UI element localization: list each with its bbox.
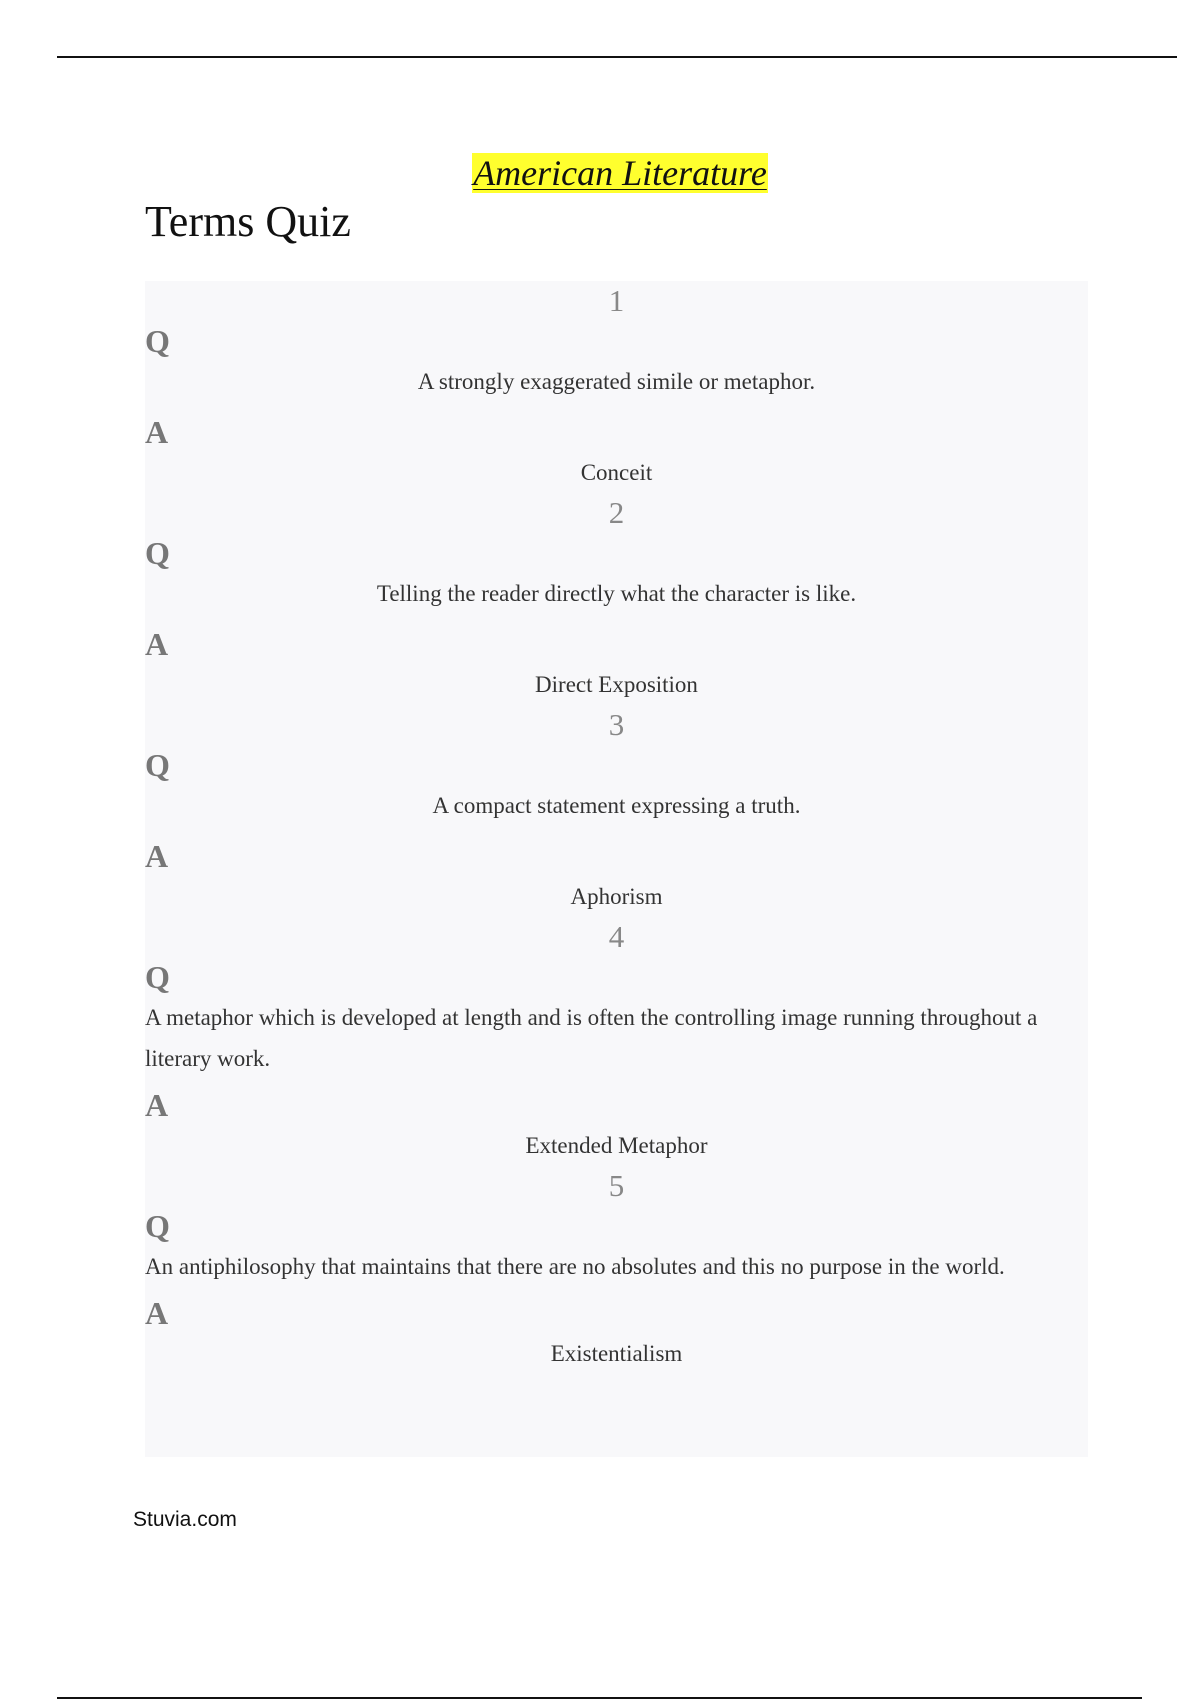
answer-text: Aphorism — [570, 884, 663, 909]
item-number: 3 — [608, 707, 625, 742]
quiz-item — [145, 1166, 1088, 1374]
question-text: A metaphor which is developed at length and is often the controlling image running throughout a literary work. — [145, 1005, 1038, 1071]
item-number: 5 — [608, 1168, 625, 1203]
quiz-item — [145, 493, 1088, 705]
course-title-wrap — [0, 152, 1200, 194]
question-label: Q — [145, 747, 170, 783]
course-title: American Literature — [473, 153, 767, 193]
item-number: 2 — [608, 495, 625, 530]
question-label: Q — [145, 535, 170, 571]
quiz-card — [145, 281, 1088, 1457]
item-number: 1 — [608, 283, 625, 318]
answer-text: Direct Exposition — [535, 672, 698, 697]
quiz-title: Terms Quiz — [145, 197, 351, 246]
answer-text: Existentialism — [550, 1341, 683, 1366]
footer-rule — [57, 1697, 1142, 1699]
answer-text: Extended Metaphor — [525, 1133, 708, 1158]
answer-text: Conceit — [580, 460, 653, 485]
quiz-item — [145, 281, 1088, 493]
quiz-item — [145, 705, 1088, 917]
item-number: 4 — [608, 919, 625, 954]
question-label: Q — [145, 323, 170, 359]
answer-label: A — [145, 626, 169, 662]
question-label: Q — [145, 959, 170, 995]
header-rule — [57, 56, 1177, 58]
answer-label: A — [145, 1295, 169, 1331]
question-text: An antiphilosophy that maintains that there are no absolutes and this no purpose in the world. — [145, 1254, 1005, 1279]
answer-label: A — [145, 1087, 169, 1123]
footer-source: Stuvia.com — [133, 1508, 237, 1531]
quiz-item — [145, 917, 1088, 1166]
question-text: A strongly exaggerated simile or metaphor. — [417, 369, 816, 394]
answer-label: A — [145, 414, 169, 450]
question-label: Q — [145, 1208, 170, 1244]
question-text: Telling the reader directly what the character is like. — [376, 581, 857, 606]
answer-label: A — [145, 838, 169, 874]
question-text: A compact statement expressing a truth. — [432, 793, 801, 818]
